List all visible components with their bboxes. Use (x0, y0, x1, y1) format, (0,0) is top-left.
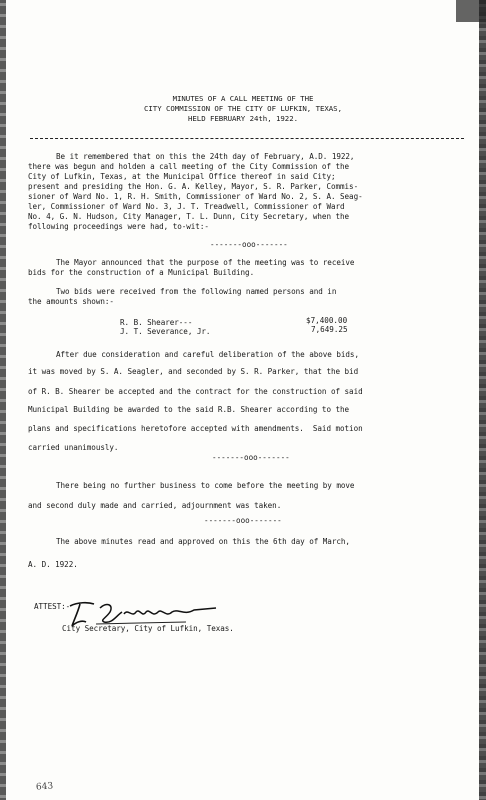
para4-line: of R. B. Shearer be accepted and the contract for the construction of said (28, 387, 363, 396)
bid-name: R. B. Shearer--- (120, 318, 193, 327)
heading-line-2: CITY COMMISSION OF THE CITY OF LUFKIN, TEXAS, (144, 104, 342, 113)
para4-line: Municipal Building be awarded to the said R.B. Shearer according to the (28, 405, 350, 414)
para4-line: it was moved by S. A. Seagler, and seconded by S. R. Parker, that the bid (28, 367, 359, 376)
para2-line: The Mayor announced that the purpose of the meeting was to receive (56, 258, 355, 267)
bid-name: J. T. Severance, Jr. (120, 327, 211, 336)
para1-line: No. 4, G. N. Hudson, City Manager, T. L. Dunn, City Secretary, when the (28, 212, 350, 221)
para1-line: ler, Commissioner of Ward No. 3, J. T. Treadwell, Commissioner of Ward (28, 202, 345, 211)
separator: -------ooo------- (212, 453, 290, 462)
para1-line: following proceedings were had, to-wit:- (28, 222, 209, 231)
para6-line: The above minutes read and approved on this the 6th day of March, (56, 537, 350, 546)
para1-line: City of Lufkin, Texas, at the Municipal Office thereof in said City; (28, 172, 336, 181)
para4-line: After due consideration and careful deliberation of the above bids, (56, 350, 359, 359)
para4-line: plans and specifications heretofore accepted with amendments. Said motion (28, 424, 363, 433)
bid-amount: $7,400.00 (306, 316, 348, 325)
heading-rule (30, 138, 464, 139)
para4-line: carried unanimously. (28, 443, 119, 452)
para1-line: there was begun and holden a call meeting of the City Commission of the (28, 162, 350, 171)
para2-line: bids for the construction of a Municipal Building. (28, 268, 255, 277)
para5-line: and second duly made and carried, adjournment was taken. (28, 501, 282, 510)
page-number: 643 (35, 781, 54, 793)
para1-line: Be it remembered that on this the 24th day of February, A.D. 1922, (56, 152, 355, 161)
para3-line: Two bids were received from the following named persons and in (56, 287, 337, 296)
para1-line: present and presiding the Hon. G. A. Kelley, Mayor, S. R. Parker, Commis- (28, 182, 359, 191)
scan-corner (456, 0, 486, 22)
para6-line: A. D. 1922. (28, 560, 78, 569)
attest-label: ATTEST:- (34, 602, 71, 611)
para1-line: sioner of Ward No. 1, R. H. Smith, Commissioner of Ward No. 2, S. A. Seag- (28, 192, 363, 201)
para3-line: the amounts shown:- (28, 297, 114, 306)
secretary-line: City Secretary, City of Lufkin, Texas. (62, 624, 234, 633)
heading-line-3: HELD FEBRUARY 24th, 1922. (188, 114, 298, 123)
para5-line: There being no further business to come before the meeting by move (56, 481, 355, 490)
separator: -------ooo------- (210, 240, 288, 249)
separator: -------ooo------- (204, 516, 282, 525)
heading-line-1: MINUTES OF A CALL MEETING OF THE (172, 94, 314, 103)
bid-amount: 7,649.25 (311, 325, 348, 334)
